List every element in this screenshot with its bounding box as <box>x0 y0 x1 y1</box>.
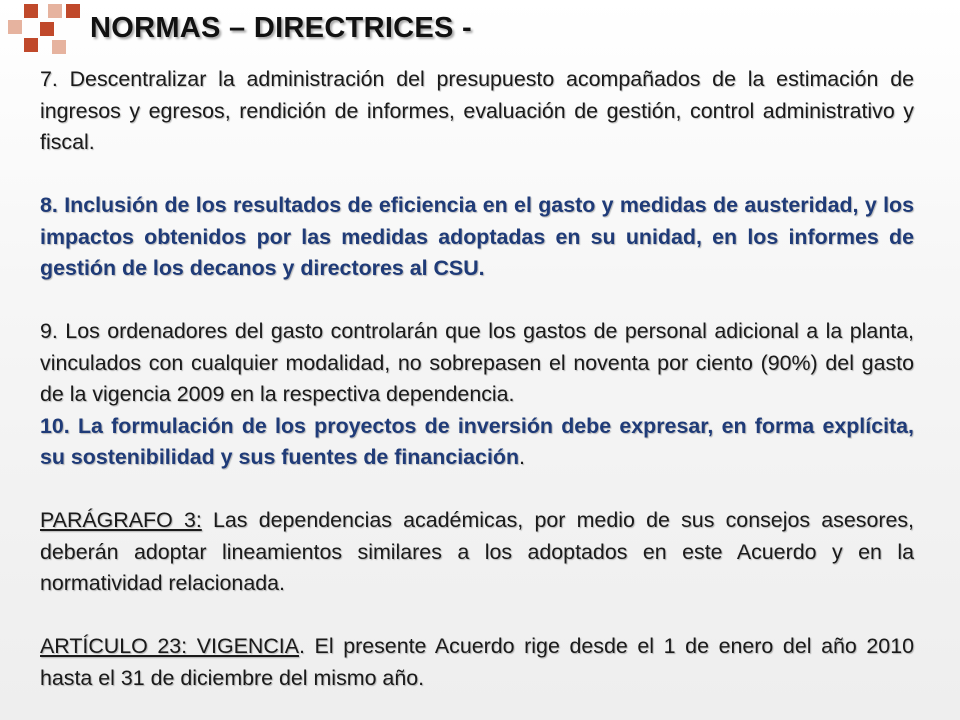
logo-square <box>48 4 62 18</box>
page-title: NORMAS – DIRECTRICES - <box>90 12 473 44</box>
paragraph-8: 8. Inclusión de los resultados de eficiencia en el gasto y medidas de austeridad, y los impactos obtenidos por las medidas adoptadas en su unidad, en los informes de gestión de los decanos y directores al CSU. <box>40 193 914 280</box>
paragrafo-3 <box>40 505 914 600</box>
logo-square <box>40 22 54 36</box>
paragraph-9: 9. Los ordenadores del gasto controlarán que los gastos de personal adicional a la planta, vinculados con cualquier modalidad, no sobrepasen el noventa por ciento (90%) del gasto de la vigencia 2009 en la respectiva dependencia. <box>40 319 914 406</box>
corner-logo <box>0 0 90 58</box>
paragraph-10-bold: 10. La formulación de los proyectos de inversión debe expresar, en forma explícita, su sostenibilidad y sus fuentes de financiación <box>40 413 914 469</box>
paragraph-10-tail: . <box>519 445 525 469</box>
document-body <box>40 64 914 694</box>
logo-square <box>52 40 66 54</box>
logo-square <box>24 38 38 52</box>
articulo-23 <box>40 631 914 694</box>
paragrafo-3-label: PARÁGRAFO 3: <box>40 508 202 532</box>
paragraph-10 <box>40 411 914 474</box>
paragrafo-3-text: Las dependencias académicas, por medio de sus consejos asesores, deberán adoptar lineamientos similares a los adoptados en este Acuerdo y en la normatividad relacionada. <box>40 508 915 595</box>
logo-square <box>66 4 80 18</box>
logo-square <box>8 20 22 34</box>
logo-square <box>24 4 38 18</box>
articulo-23-label: ARTÍCULO 23: VIGENCIA <box>40 634 299 658</box>
paragraph-7: 7. Descentralizar la administración del presupuesto acompañados de la estimación de ingresos y egresos, rendición de informes, evaluación de gestión, control administrativo y fiscal. <box>40 67 914 154</box>
articulo-23-text: . El presente Acuerdo rige desde el 1 de enero del año 2010 hasta el 31 de diciembre del mismo año. <box>40 634 914 690</box>
